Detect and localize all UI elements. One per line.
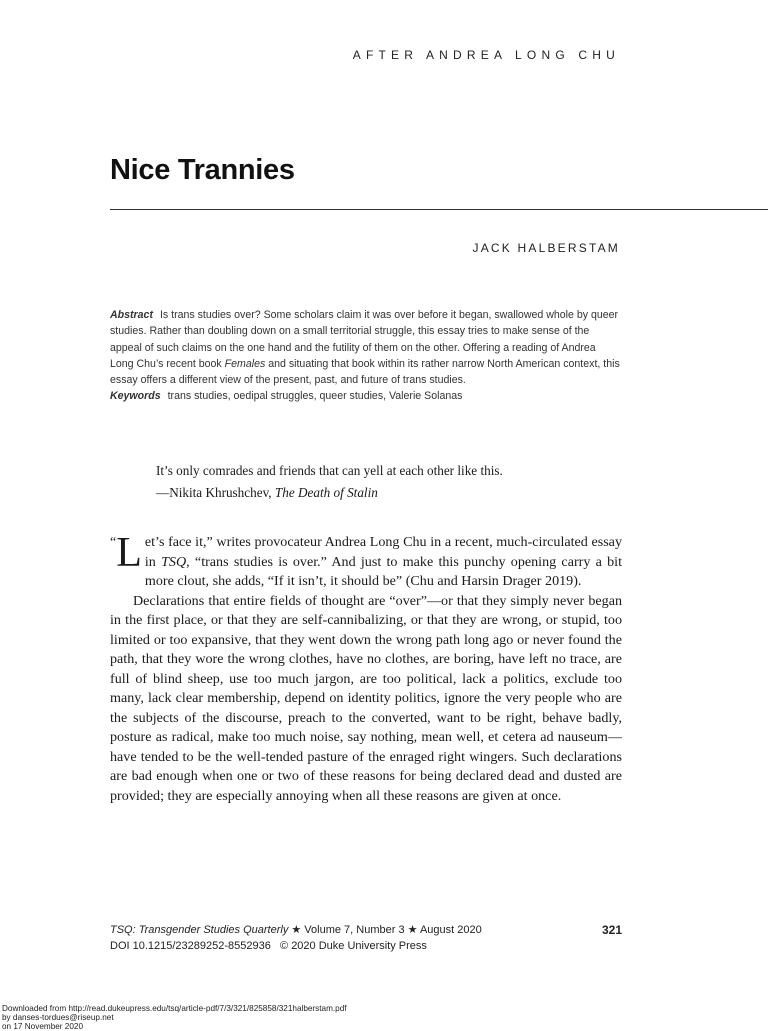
footer-journal-name: TSQ: Transgender Studies Quarterly [110, 924, 289, 936]
download-line-1: Downloaded from http://read.dukeupress.edu/tsq/article-pdf/7/3/321/825858/321halberstam.pdf [2, 1004, 347, 1013]
keywords-label: Keywords [110, 390, 161, 403]
page-number: 321 [601, 923, 622, 937]
footer-journal-row [110, 922, 622, 938]
body-text [110, 530, 622, 806]
footer-journal-line [110, 922, 482, 938]
epigraph-quote: It’s only comrades and friends that can yell at each other like this. [156, 463, 503, 478]
epigraph [156, 460, 596, 503]
body-p1-text-b: , “trans studies is over.” And just to make this punchy opening carry a bit more clout, she adds, “If it isn’t, it should be” (Chu and Harsin Drager 2019). [144, 553, 622, 589]
keywords-paragraph [110, 388, 621, 404]
open-quote: “ [110, 535, 117, 550]
download-stamp [2, 1004, 347, 1031]
download-line-2: by danses-tordues@riseup.net [2, 1013, 114, 1022]
epigraph-attribution-prefix: —Nikita Khrushchev, [156, 484, 275, 500]
download-line-3: on 17 November 2020 [2, 1022, 84, 1031]
abstract-paragraph [110, 307, 621, 388]
drop-cap: L [116, 530, 142, 576]
body-p1-text-a: et’s face it,” writes provocateur Andrea Long Chu in a recent, much-circulated essay in [144, 534, 622, 570]
body-p1-journal: TSQ [161, 553, 187, 570]
series-title: AFTER ANDREA LONG CHU [352, 48, 620, 62]
author-name: JACK HALBERSTAM [472, 241, 620, 255]
body-paragraph-1 [110, 530, 622, 592]
keywords-text: trans studies, oedipal struggles, queer studies, Valerie Solanas [167, 390, 463, 403]
epigraph-attribution [156, 482, 596, 504]
body-paragraph-2: Declarations that entire fields of thought are “over”—or that they simply never began in the first place, or that they are self-cannibalizing, or that they are wrong, or stupid, too limited or too expansive, that they went down the wrong path long ago or never found the path, that they wore the wrong clothes, have no clothes, are boring, have left no trace, are full of blind sheep, use too much jargon, are too political, lack a politics, exclude too many, lack clear membership, depend on identity politics, ignore the very people who are the subjects of the discourse, preach to the converted, want to be right, behave badly, posture as radical, make too much noise, say nothing, mean well, et cetera ad nauseum—have tended to be the well-tended pasture of the enraged right wingers. Such declarations are bad enough when one or two of these reasons for being declared dead and dusted are provided; they are especially annoying when all these reasons are given at once. [110, 592, 622, 804]
footer-issue: ★ Volume 7, Number 3 ★ August 2020 [288, 924, 482, 936]
epigraph-source: The Death of Stalin [274, 484, 378, 500]
abstract-book-title: Females [224, 357, 266, 370]
article-title: Nice Trannies [110, 154, 295, 186]
footer-doi: DOI 10.1215/23289252-8552936 © 2020 Duke University Press [110, 940, 427, 952]
abstract-section [110, 307, 621, 405]
abstract-label: Abstract [110, 309, 153, 321]
abstract-text-after: and situating that book within its rather narrow North American context, this essay offers a different view of the present, past, and future of trans studies. [110, 357, 620, 387]
abstract-text: Is trans studies over? Some scholars claim it was over before it began, swallowed whole by queer studies. Rather than doubling down on a small territorial struggle, this essay tries to make sense of the appeal of such claims on the one hand and the futility of them on the other. Offering a reading of Andrea Long Chu’s recent book [110, 309, 619, 370]
title-rule [110, 209, 768, 210]
page-footer [110, 922, 622, 954]
